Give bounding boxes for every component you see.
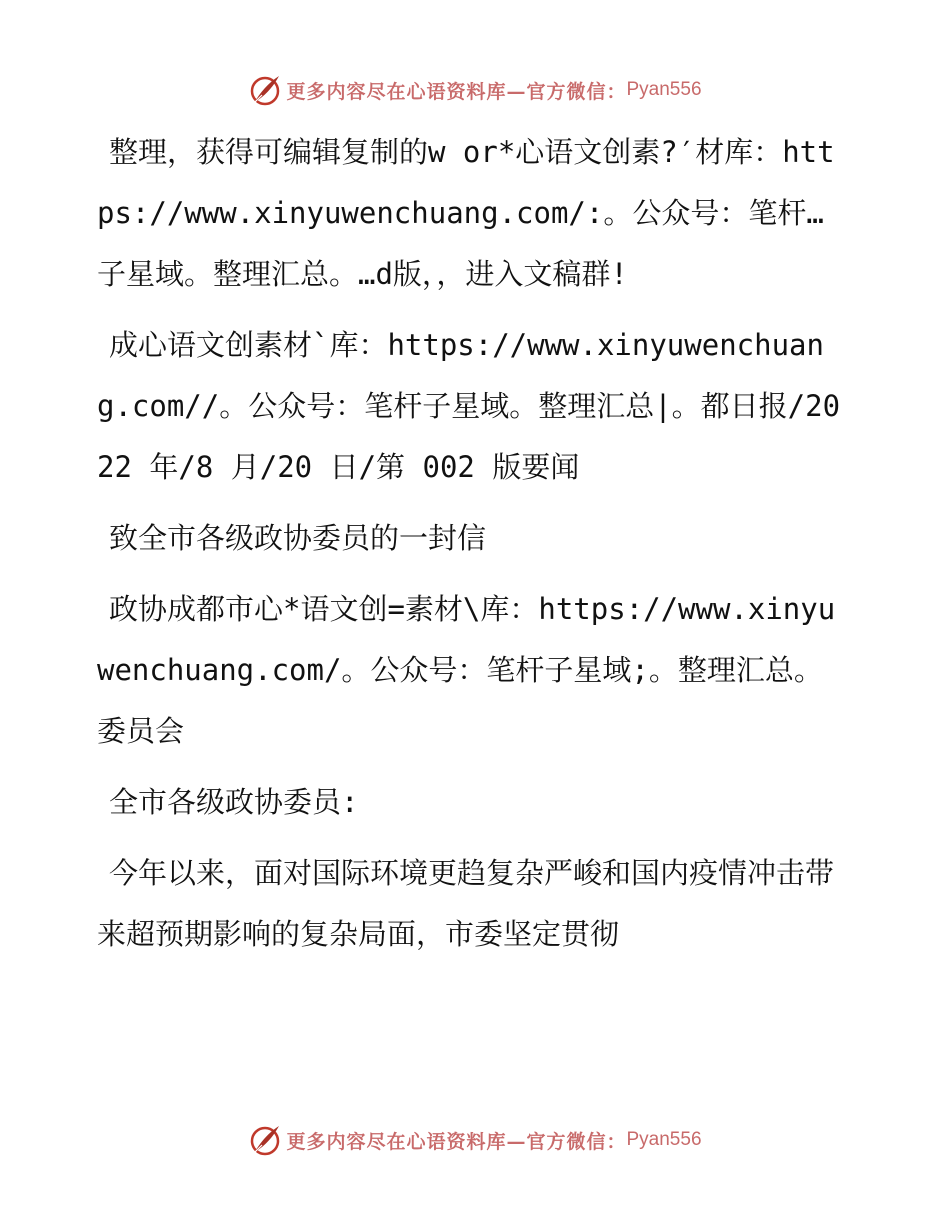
banner-text: 更多内容尽在心语资料库—官方微信：	[286, 1130, 627, 1153]
banner-wechat-id: Pyan556	[626, 79, 702, 100]
paragraph: 政协成都市心*语文创=素材\库：https://www.xinyuwenchuang.com/。公众号：笔杆子星域;。整理汇总。委员会	[97, 592, 836, 748]
quill-pen-logo-icon	[248, 73, 282, 107]
paragraph: 成心语文创素材`库：https://www.xinyuwenchuang.com//。公众号：笔杆子星域。整理汇总|。都日报/2022 年/8 月/20 日/第 002 版要闻	[97, 328, 841, 484]
document-body	[97, 122, 849, 975]
banner-wechat-id: Pyan556	[626, 1129, 702, 1150]
paragraph-salutation: 全市各级政协委员:	[109, 785, 359, 819]
quill-pen-logo-icon	[248, 1123, 282, 1157]
paragraph-heading: 致全市各级政协委员的一封信	[109, 521, 487, 555]
banner-text: 更多内容尽在心语资料库—官方微信：	[286, 80, 627, 103]
footer-banner	[0, 1120, 950, 1160]
header-banner	[0, 70, 950, 110]
paragraph: 今年以来，面对国际环境更趋复杂严峻和国内疫情冲击带来超预期影响的复杂局面，市委坚定贯彻	[97, 856, 835, 951]
paragraph: 整理，获得可编辑复制的w or*心语文创素?′材库：https://www.xinyuwenchuang.com/:。公众号：笔杆…子星域。整理汇总。…d版，，进入文稿群!	[97, 135, 835, 291]
